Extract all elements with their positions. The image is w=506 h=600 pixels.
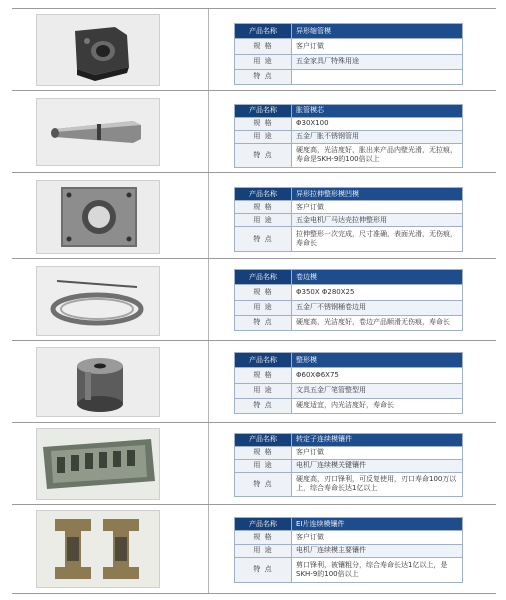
use-label: 用 途 xyxy=(235,54,292,69)
product-feature: 硬度高，刃口锋利，可反复使用，刃口寿命100万以上，综合寿命长达1亿以上 xyxy=(292,472,463,496)
spec-label: 规 格 xyxy=(235,446,292,459)
product-use: 文具五金厂笔管整型用 xyxy=(292,383,463,398)
name-label: 产品名称 xyxy=(235,105,292,118)
product-photo xyxy=(36,347,160,417)
product-photo xyxy=(36,510,160,588)
product-photo xyxy=(36,98,160,166)
use-label: 用 途 xyxy=(235,300,292,315)
spec-table xyxy=(234,517,463,583)
spec-table xyxy=(234,104,463,168)
product-name: 卷边模 xyxy=(292,270,463,285)
name-label: 产品名称 xyxy=(235,518,292,531)
product-use: 五金厂胀不锈钢管用 xyxy=(292,130,463,143)
use-label: 用 途 xyxy=(235,383,292,398)
use-label: 用 途 xyxy=(235,544,292,557)
spec-table xyxy=(234,352,463,414)
product-use: 电机厂连续模主要镶件 xyxy=(292,544,463,557)
spec-table xyxy=(234,187,463,252)
feature-label: 特 点 xyxy=(235,398,292,413)
feature-label: 特 点 xyxy=(235,69,292,84)
product-spec: 客户订做 xyxy=(292,531,463,544)
product-spec: Φ350X Φ280X25 xyxy=(292,285,463,300)
product-spec: 客户订做 xyxy=(292,446,463,459)
product-spec: Φ60XΦ6X75 xyxy=(292,368,463,383)
product-feature: 硬度高，光洁度好，卷边产品顺滑无伤痕，寿命长 xyxy=(292,315,463,330)
spec-label: 规 格 xyxy=(235,531,292,544)
product-feature: 拉伸整形一次完成，尺寸准确，表面光滑，无伤痕，寿命长 xyxy=(292,227,463,252)
spec-label: 规 格 xyxy=(235,368,292,383)
product-use: 电机厂连续模关键镶件 xyxy=(292,459,463,472)
product-spec: 客户订做 xyxy=(292,39,463,54)
product-name: 异形拉伸整形模凹模 xyxy=(292,188,463,201)
spec-table xyxy=(234,269,463,331)
product-use: 五金电机厂马达壳拉伸整形用 xyxy=(292,214,463,227)
product-photo xyxy=(36,266,160,336)
name-label: 产品名称 xyxy=(235,24,292,39)
use-label: 用 途 xyxy=(235,130,292,143)
use-label: 用 途 xyxy=(235,459,292,472)
product-feature: 硬度适宜，内光洁度好，寿命长 xyxy=(292,398,463,413)
name-label: 产品名称 xyxy=(235,434,292,447)
name-label: 产品名称 xyxy=(235,188,292,201)
spec-label: 规 格 xyxy=(235,117,292,130)
product-use: 五金家具厂特殊用途 xyxy=(292,54,463,69)
feature-label: 特 点 xyxy=(235,315,292,330)
product-use: 五金厂不锈钢桶卷边用 xyxy=(292,300,463,315)
name-label: 产品名称 xyxy=(235,270,292,285)
feature-label: 特 点 xyxy=(235,557,292,582)
product-photo xyxy=(36,14,160,86)
product-name: EI片连续模镶件 xyxy=(292,518,463,531)
product-feature xyxy=(292,69,463,84)
product-photo xyxy=(36,180,160,254)
spec-table xyxy=(234,23,463,85)
product-photo xyxy=(36,428,160,500)
use-label: 用 途 xyxy=(235,214,292,227)
product-spec: 客户订做 xyxy=(292,201,463,214)
spec-label: 规 格 xyxy=(235,201,292,214)
spec-label: 规 格 xyxy=(235,285,292,300)
product-spec: Φ30X100 xyxy=(292,117,463,130)
product-name: 转定子连续模镶件 xyxy=(292,434,463,447)
product-name: 异形缩管模 xyxy=(292,24,463,39)
feature-label: 特 点 xyxy=(235,227,292,252)
feature-label: 特 点 xyxy=(235,472,292,496)
name-label: 产品名称 xyxy=(235,353,292,368)
spec-table xyxy=(234,433,463,497)
product-feature: 硬度高，光洁度好，胀出来产品内壁光滑，无拉痕，寿命是SKH-9的100倍以上 xyxy=(292,143,463,167)
product-feature: 剪口锋利，被镶粗分，综合寿命长达1亿以上，是SKH-9的100倍以上 xyxy=(292,557,463,582)
feature-label: 特 点 xyxy=(235,143,292,167)
product-name: 整形模 xyxy=(292,353,463,368)
product-name: 胀管模芯 xyxy=(292,105,463,118)
spec-label: 规 格 xyxy=(235,39,292,54)
